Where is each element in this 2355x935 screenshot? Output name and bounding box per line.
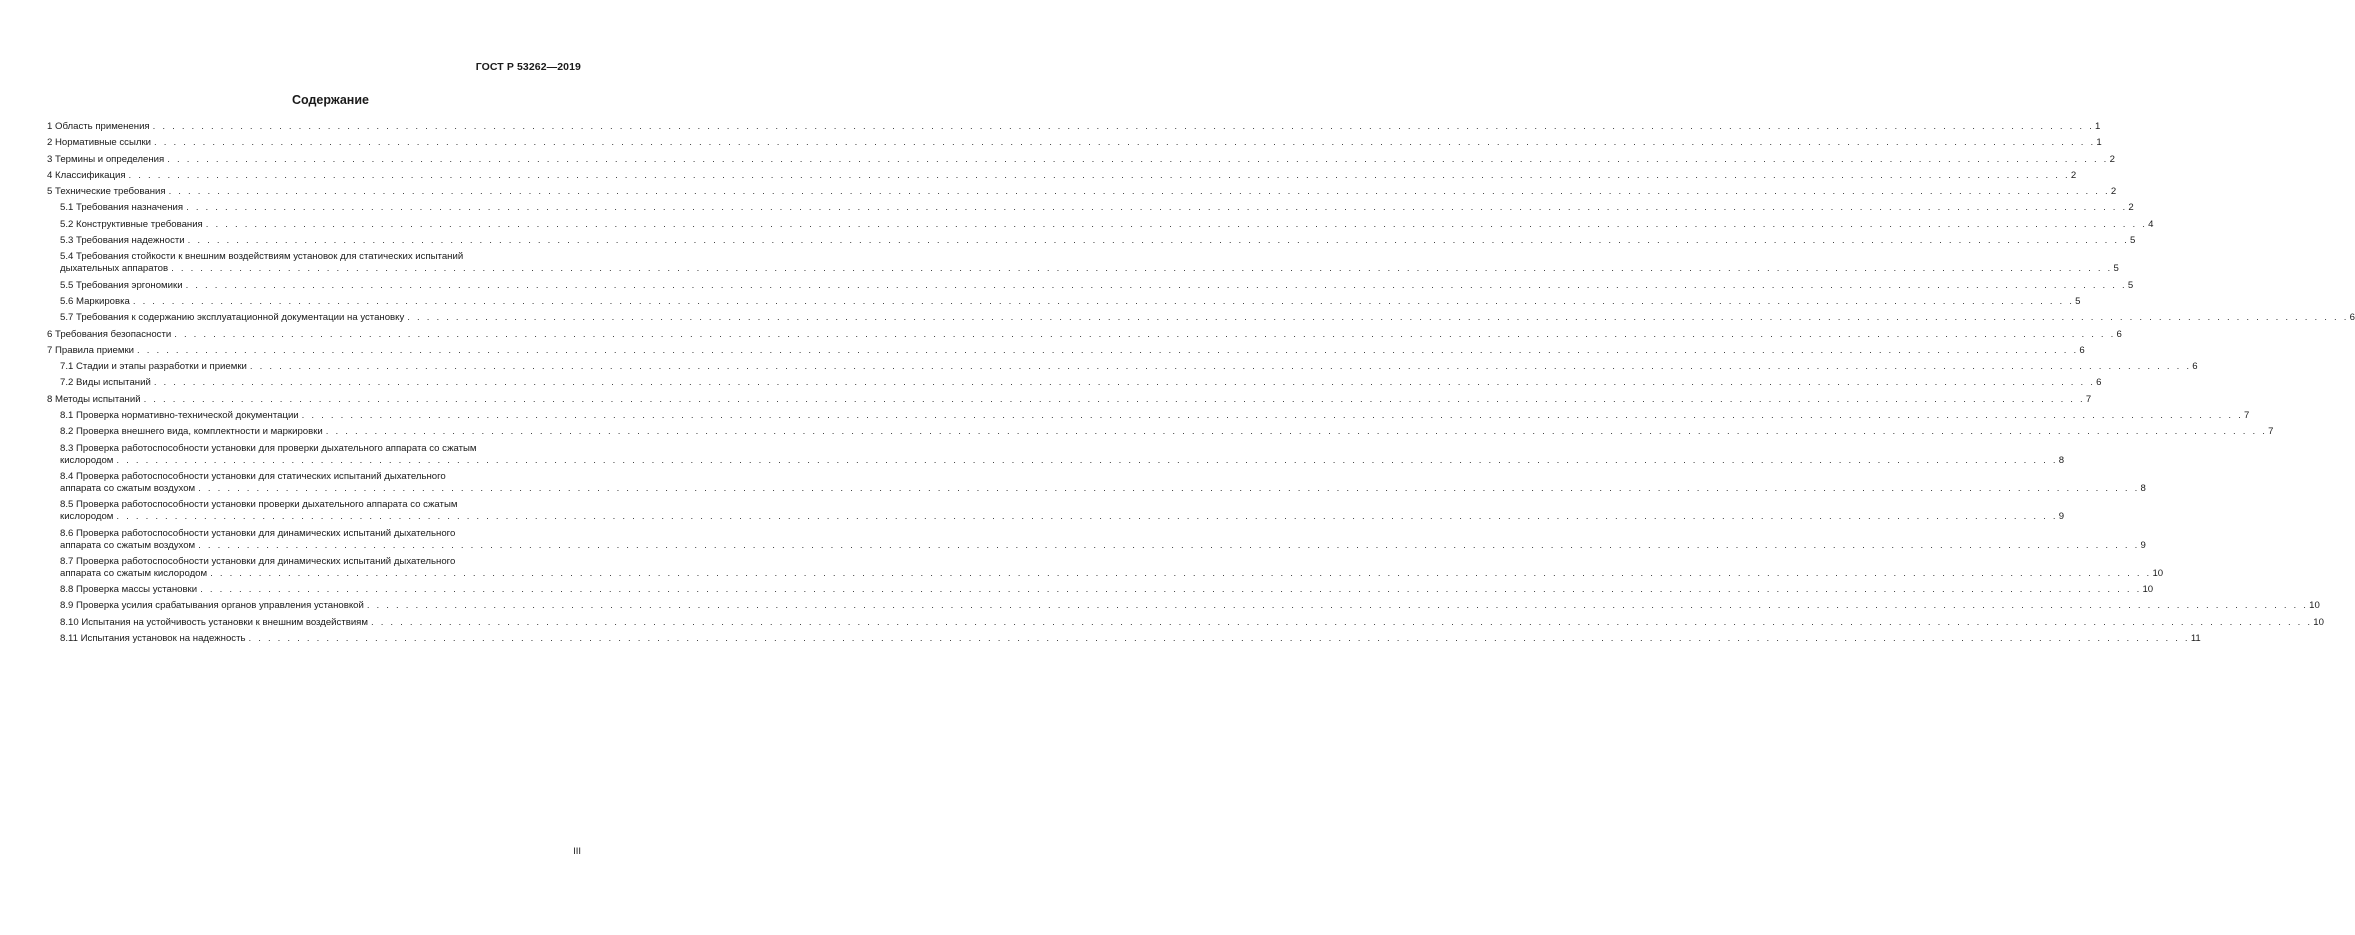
toc-entry[interactable] [47, 169, 2077, 182]
dot-leader: . . . . . . . . . . . . . . . . . . . . . . . . . . . . . . . . . . . . . . . . . . . . . . . . . . . . . . . . . . . . . . . . . . . . . . . . . . . . . . . . . . . . . . . . . . . . . . . . . . . . . . . . . . . . . . . . . . . . . . . . . . . . . . . . . . . . . . . . . . . . . . . . . . . . . . . . . . . . . . . . . . . . . . . . . . . . . . . . . . . . . . . . . . . . . . . . . . . . . . . . [128, 169, 2070, 181]
toc-entry[interactable] [47, 600, 2320, 612]
toc-entry-page: 6 [2192, 361, 2198, 373]
toc-entry-text: 8.10 Испытания на устойчивость установки к внешним воздействиям [60, 616, 368, 628]
toc-entry[interactable] [47, 251, 2119, 275]
toc-entry-page: 6 [2079, 344, 2085, 356]
dot-leader: . . . . . . . . . . . . . . . . . . . . . . . . . . . . . . . . . . . . . . . . . . . . . . . . . . . . . . . . . . . . . . . . . . . . . . . . . . . . . . . . . . . . . . . . . . . . . . . . . . . . . . . . . . . . . . . . . . . . . . . . . . . . . . . . . . . . . . . . . . . . . . . . . . . . . . . . . . . . . . . . . . . . . . . . . . . . . . . . . . . . . . . . . . . . . . . . . . . . . . . . [152, 121, 2094, 132]
toc-entry-page: 10 [2142, 584, 2154, 596]
toc-entry-text: кислородом [60, 511, 114, 523]
toc-entry[interactable] [47, 153, 2115, 166]
toc-entry-page: 7 [2085, 393, 2092, 405]
dot-leader: . . . . . . . . . . . . . . . . . . . . . . . . . . . . . . . . . . . . . . . . . . . . . . . . . . . . . . . . . . . . . . . . . . . . . . . . . . . . . . . . . . . . . . . . . . . . . . . . . . . . . . . . . . . . . . . . . . . . . . . . . . . . . . . . . . . . . . . . . . . . . . . . . . . . . . . . . . . . . . . . . . . . . . . . . . . . . . . . . . . . . . . . . . . . . . . . . . . . . . . . [200, 584, 2142, 596]
toc-entry-text: 5.5 Требования эргономики [60, 279, 183, 291]
dot-leader: . . . . . . . . . . . . . . . . . . . . . . . . . . . . . . . . . . . . . . . . . . . . . . . . . . . . . . . . . . . . . . . . . . . . . . . . . . . . . . . . . . . . . . . . . . . . . . . . . . . . . . . . . . . . . . . . . . . . . . . . . . . . . . . . . . . . . . . . . . . . . . . . . . . . . . . . . . . . . . . . . . . . . . . . . . . . . . . . . . . . . . . . . . . . . . . . . . . . . . . . [116, 454, 2058, 466]
dot-leader: . . . . . . . . . . . . . . . . . . . . . . . . . . . . . . . . . . . . . . . . . . . . . . . . . . . . . . . . . . . . . . . . . . . . . . . . . . . . . . . . . . . . . . . . . . . . . . . . . . . . . . . . . . . . . . . . . . . . . . . . . . . . . . . . . . . . . . . . . . . . . . . . . . . . . . . . . . . . . . . . . . . . . . . . . . . . . . . . . . . . . . . . . . . . . . . . . . . . . . . . [187, 235, 2129, 247]
toc-entry-text: аппарата со сжатым воздухом [60, 539, 196, 551]
toc-entry-text: 4 Классификация [47, 169, 126, 181]
toc-entry-text: 3 Термины и определения [47, 153, 165, 165]
toc-entry-text: 8.9 Проверка усилия срабатывания органов управления установкой [60, 600, 364, 612]
dot-leader: . . . . . . . . . . . . . . . . . . . . . . . . . . . . . . . . . . . . . . . . . . . . . . . . . . . . . . . . . . . . . . . . . . . . . . . . . . . . . . . . . . . . . . . . . . . . . . . . . . . . . . . . . . . . . . . . . . . . . . . . . . . . . . . . . . . . . . . . . . . . . . . . . . . . . . . . . . . . . . . . . . . . . . . . . . . . . . . . . . . . . . . . . . . . . . . . . . . . . . . . [171, 263, 2113, 275]
toc-entry-text: 7.2 Виды испытаний [60, 377, 151, 389]
dot-leader: . . . . . . . . . . . . . . . . . . . . . . . . . . . . . . . . . . . . . . . . . . . . . . . . . . . . . . . . . . . . . . . . . . . . . . . . . . . . . . . . . . . . . . . . . . . . . . . . . . . . . . . . . . . . . . . . . . . . . . . . . . . . . . . . . . . . . . . . . . . . . . . . . . . . . . . . . . . . . . . . . . . . . . . . . . . . . . . . . . . . . . . . . . . . . . . . . . . . . . . . [186, 202, 2128, 214]
toc-entry-page: 5 [2113, 263, 2119, 275]
dot-leader: . . . . . . . . . . . . . . . . . . . . . . . . . . . . . . . . . . . . . . . . . . . . . . . . . . . . . . . . . . . . . . . . . . . . . . . . . . . . . . . . . . . . . . . . . . . . . . . . . . . . . . . . . . . . . . . . . . . . . . . . . . . . . . . . . . . . . . . . . . . . . . . . . . . . . . . . . . . . . . . . . . . . . . . . . . . . . . . . . . . . . . . . . . . . . . . . . . . . . . . . [366, 600, 2309, 612]
toc-entry-text: 8.11 Испытания установок на надежность [60, 633, 246, 645]
toc-entry-text: дыхательных аппаратов [60, 263, 169, 275]
toc-entry-text: аппарата со сжатым кислородом [60, 567, 208, 579]
toc-entry-page: 5 [2129, 235, 2136, 247]
dot-leader: . . . . . . . . . . . . . . . . . . . . . . . . . . . . . . . . . . . . . . . . . . . . . . . . . . . . . . . . . . . . . . . . . . . . . . . . . . . . . . . . . . . . . . . . . . . . . . . . . . . . . . . . . . . . . . . . . . . . . . . . . . . . . . . . . . . . . . . . . . . . . . . . . . . . . . . . . . . . . . . . . . . . . . . . . . . . . . . . . . . . . . . . . . . . . . . . . . . . . . . . [185, 279, 2127, 291]
toc-entry-text: 5 Технические требования [47, 186, 166, 198]
dot-leader: . . . . . . . . . . . . . . . . . . . . . . . . . . . . . . . . . . . . . . . . . . . . . . . . . . . . . . . . . . . . . . . . . . . . . . . . . . . . . . . . . . . . . . . . . . . . . . . . . . . . . . . . . . . . . . . . . . . . . . . . . . . . . . . . . . . . . . . . . . . . . . . . . . . . . . . . . . . . . . . . . . . . . . . . . . . . . . . . . . . . . . . . . . . . . . . . . . . . . . . . [143, 393, 2085, 405]
toc-entry[interactable] [47, 137, 2102, 149]
toc-entry[interactable] [47, 393, 2092, 406]
toc-entry-text: 8.8 Проверка массы установки [60, 584, 198, 596]
toc-entry[interactable] [47, 410, 2250, 422]
toc-entry-page: 11 [2190, 633, 2201, 645]
toc-entry[interactable] [47, 361, 2198, 373]
toc-entry-text: 1 Область применения [47, 121, 150, 132]
dot-leader: . . . . . . . . . . . . . . . . . . . . . . . . . . . . . . . . . . . . . . . . . . . . . . . . . . . . . . . . . . . . . . . . . . . . . . . . . . . . . . . . . . . . . . . . . . . . . . . . . . . . . . . . . . . . . . . . . . . . . . . . . . . . . . . . . . . . . . . . . . . . . . . . . . . . . . . . . . . . . . . . . . . . . . . . . . . . . . . . . . . . . . . . . . . . . . . . . . . . . . . . [210, 567, 2152, 579]
dot-leader: . . . . . . . . . . . . . . . . . . . . . . . . . . . . . . . . . . . . . . . . . . . . . . . . . . . . . . . . . . . . . . . . . . . . . . . . . . . . . . . . . . . . . . . . . . . . . . . . . . . . . . . . . . . . . . . . . . . . . . . . . . . . . . . . . . . . . . . . . . . . . . . . . . . . . . . . . . . . . . . . . . . . . . . . . . . . . . . . . . . . . . . . . . . . . . . . . . . . . . . . [168, 186, 2110, 198]
toc-entry[interactable] [47, 295, 2081, 308]
dot-leader: . . . . . . . . . . . . . . . . . . . . . . . . . . . . . . . . . . . . . . . . . . . . . . . . . . . . . . . . . . . . . . . . . . . . . . . . . . . . . . . . . . . . . . . . . . . . . . . . . . . . . . . . . . . . . . . . . . . . . . . . . . . . . . . . . . . . . . . . . . . . . . . . . . . . . . . . . . . . . . . . . . . . . . . . . . . . . . . . . . . . . . . . . . . . . . . . . . . . . . . . [137, 344, 2079, 356]
toc-entry-page: 8 [2058, 454, 2065, 466]
dot-leader: . . . . . . . . . . . . . . . . . . . . . . . . . . . . . . . . . . . . . . . . . . . . . . . . . . . . . . . . . . . . . . . . . . . . . . . . . . . . . . . . . . . . . . . . . . . . . . . . . . . . . . . . . . . . . . . . . . . . . . . . . . . . . . . . . . . . . . . . . . . . . . . . . . . . . . . . . . . . . . . . . . . . . . . . . . . . . . . . . . . . . . . . . . . . . . . . . . . . . . . . [198, 539, 2140, 551]
document-code: ГОСТ Р 53262—2019 [475, 61, 581, 73]
toc-entry-page: 10 [2309, 600, 2320, 612]
toc-entry-page: 10 [2152, 567, 2164, 579]
toc-entry-text: 5.2 Конструктивные требования [60, 218, 203, 230]
toc-entry-page: 5 [2075, 295, 2081, 307]
toc-entry-page: 7 [2268, 426, 2274, 438]
toc-entry-page: 6 [2349, 312, 2355, 324]
toc-entry-page: 2 [2109, 153, 2115, 165]
toc-entry-text: 2 Нормативные ссылки [47, 137, 152, 149]
toc-entry-text-line1: 8.3 Проверка работоспособности установки для проверки дыхательного аппарата со сжатым [60, 442, 477, 454]
toc-entry-text: 5.1 Требования назначения [60, 202, 184, 214]
toc-entry-page: 7 [2244, 410, 2250, 422]
toc-entry[interactable] [47, 555, 2164, 580]
dot-leader: . . . . . . . . . . . . . . . . . . . . . . . . . . . . . . . . . . . . . . . . . . . . . . . . . . . . . . . . . . . . . . . . . . . . . . . . . . . . . . . . . . . . . . . . . . . . . . . . . . . . . . . . . . . . . . . . . . . . . . . . . . . . . . . . . . . . . . . . . . . . . . . . . . . . . . . . . . . . . . . . . . . . . . . . . . . . . . . . . . . . . . . . . . . . . . . . . . . . . . . . [153, 377, 2096, 389]
toc-entry-text: 8.2 Проверка внешнего вида, комплектности и маркировки [60, 426, 323, 438]
toc-entry[interactable] [47, 218, 2154, 231]
dot-leader: . . . . . . . . . . . . . . . . . . . . . . . . . . . . . . . . . . . . . . . . . . . . . . . . . . . . . . . . . . . . . . . . . . . . . . . . . . . . . . . . . . . . . . . . . . . . . . . . . . . . . . . . . . . . . . . . . . . . . . . . . . . . . . . . . . . . . . . . . . . . . . . . . . . . . . . . . . . . . . . . . . . . . . . . . . . . . . . . . . . . . . . . . . . . . . . . . . . . . . . . [154, 137, 2096, 149]
toc-entry[interactable] [47, 279, 2134, 292]
page-number: III [573, 846, 581, 857]
dot-leader: . . . . . . . . . . . . . . . . . . . . . . . . . . . . . . . . . . . . . . . . . . . . . . . . . . . . . . . . . . . . . . . . . . . . . . . . . . . . . . . . . . . . . . . . . . . . . . . . . . . . . . . . . . . . . . . . . . . . . . . . . . . . . . . . . . . . . . . . . . . . . . . . . . . . . . . . . . . . . . . . . . . . . . . . . . . . . . . . . . . . . . . . . . . . . . . . . . . . . . . . [370, 616, 2313, 628]
toc-entry-text: 6 Требования безопасности [47, 328, 172, 340]
toc-entry[interactable] [47, 377, 2102, 389]
toc-entry[interactable] [47, 426, 2274, 438]
toc-entry-text: 8 Методы испытаний [47, 393, 141, 405]
toc-entry-page: 6 [2096, 377, 2102, 389]
toc-entry[interactable] [47, 616, 2324, 629]
toc-entry-text: 8.1 Проверка нормативно-технической документации [60, 410, 299, 422]
toc-entry-page: 1 [2096, 137, 2102, 149]
toc-entry[interactable] [47, 235, 2136, 247]
dot-leader: . . . . . . . . . . . . . . . . . . . . . . . . . . . . . . . . . . . . . . . . . . . . . . . . . . . . . . . . . . . . . . . . . . . . . . . . . . . . . . . . . . . . . . . . . . . . . . . . . . . . . . . . . . . . . . . . . . . . . . . . . . . . . . . . . . . . . . . . . . . . . . . . . . . . . . . . . . . . . . . . . . . . . . . . . . . . . . . . . . . . . . . . . . . . . . . . . . . . . . . . [407, 312, 2349, 324]
toc-entry-page: 6 [2116, 328, 2122, 340]
toc-entry[interactable] [47, 202, 2134, 214]
toc-entry-text: кислородом [60, 454, 114, 466]
toc-entry-page: 4 [2148, 218, 2154, 230]
toc-entry-page: 2 [2128, 202, 2134, 214]
table-of-contents [47, 121, 2355, 649]
toc-entry-page: 8 [2140, 482, 2146, 494]
toc-entry-text-line1: 5.4 Требования стойкости к внешним воздействиям установок для статических испытаний [60, 251, 464, 263]
toc-entry-text: 7 Правила приемки [47, 344, 134, 356]
toc-entry[interactable] [47, 584, 2154, 596]
dot-leader: . . . . . . . . . . . . . . . . . . . . . . . . . . . . . . . . . . . . . . . . . . . . . . . . . . . . . . . . . . . . . . . . . . . . . . . . . . . . . . . . . . . . . . . . . . . . . . . . . . . . . . . . . . . . . . . . . . . . . . . . . . . . . . . . . . . . . . . . . . . . . . . . . . . . . . . . . . . . . . . . . . . . . . . . . . . . . . . . . . . . . . . . . . . . . . . . . . . . . . . . [205, 218, 2148, 230]
dot-leader: . . . . . . . . . . . . . . . . . . . . . . . . . . . . . . . . . . . . . . . . . . . . . . . . . . . . . . . . . . . . . . . . . . . . . . . . . . . . . . . . . . . . . . . . . . . . . . . . . . . . . . . . . . . . . . . . . . . . . . . . . . . . . . . . . . . . . . . . . . . . . . . . . . . . . . . . . . . . . . . . . . . . . . . . . . . . . . . . . . . . . . . . . . . . . . . . . . . . . . . . [174, 328, 2116, 340]
toc-entry-page: 9 [2140, 539, 2146, 551]
toc-entry-text-line1: 8.6 Проверка работоспособности установки для динамических испытаний дыхательного [60, 527, 456, 539]
dot-leader: . . . . . . . . . . . . . . . . . . . . . . . . . . . . . . . . . . . . . . . . . . . . . . . . . . . . . . . . . . . . . . . . . . . . . . . . . . . . . . . . . . . . . . . . . . . . . . . . . . . . . . . . . . . . . . . . . . . . . . . . . . . . . . . . . . . . . . . . . . . . . . . . . . . . . . . . . . . . . . . . . . . . . . . . . . . . . . . . . . . . . . . . . . . . . . . . . . . . . . . . [167, 153, 2109, 165]
dot-leader: . . . . . . . . . . . . . . . . . . . . . . . . . . . . . . . . . . . . . . . . . . . . . . . . . . . . . . . . . . . . . . . . . . . . . . . . . . . . . . . . . . . . . . . . . . . . . . . . . . . . . . . . . . . . . . . . . . . . . . . . . . . . . . . . . . . . . . . . . . . . . . . . . . . . . . . . . . . . . . . . . . . . . . . . . . . . . . . . . . . . . . . . . . . . . . . . . . . . . . . . [132, 295, 2075, 307]
toc-entry-text: аппарата со сжатым воздухом [60, 482, 196, 494]
dot-leader: . . . . . . . . . . . . . . . . . . . . . . . . . . . . . . . . . . . . . . . . . . . . . . . . . . . . . . . . . . . . . . . . . . . . . . . . . . . . . . . . . . . . . . . . . . . . . . . . . . . . . . . . . . . . . . . . . . . . . . . . . . . . . . . . . . . . . . . . . . . . . . . . . . . . . . . . . . . . . . . . . . . . . . . . . . . . . . . . . . . . . . . . . . . . . . . . . . . . . . . . [301, 410, 2243, 422]
toc-title: Содержание [291, 93, 369, 107]
dot-leader: . . . . . . . . . . . . . . . . . . . . . . . . . . . . . . . . . . . . . . . . . . . . . . . . . . . . . . . . . . . . . . . . . . . . . . . . . . . . . . . . . . . . . . . . . . . . . . . . . . . . . . . . . . . . . . . . . . . . . . . . . . . . . . . . . . . . . . . . . . . . . . . . . . . . . . . . . . . . . . . . . . . . . . . . . . . . . . . . . . . . . . . . . . . . . . . . . . . . . . . . [248, 633, 2190, 645]
toc-entry[interactable] [47, 344, 2085, 357]
toc-entry-text-line1: 8.4 Проверка работоспособности установки для статических испытаний дыхательного [60, 470, 446, 482]
toc-entry[interactable] [47, 499, 2065, 523]
toc-entry-text: 5.6 Маркировка [60, 295, 130, 307]
toc-entry-text: 7.1 Стадии и этапы разработки и приемки [60, 361, 247, 373]
toc-entry-text-line1: 8.5 Проверка работоспособности установки проверки дыхательного аппарата со сжатым [60, 499, 458, 511]
toc-entry[interactable] [47, 186, 2117, 198]
toc-entry-text: 5.3 Требования надежности [60, 235, 185, 247]
dot-leader: . . . . . . . . . . . . . . . . . . . . . . . . . . . . . . . . . . . . . . . . . . . . . . . . . . . . . . . . . . . . . . . . . . . . . . . . . . . . . . . . . . . . . . . . . . . . . . . . . . . . . . . . . . . . . . . . . . . . . . . . . . . . . . . . . . . . . . . . . . . . . . . . . . . . . . . . . . . . . . . . . . . . . . . . . . . . . . . . . . . . . . . . . . . . . . . . . . . . . . . . [325, 426, 2268, 438]
toc-entry-page: 2 [2110, 186, 2117, 198]
toc-entry[interactable] [47, 121, 2101, 133]
toc-entry-text: 5.7 Требования к содержанию эксплуатационной документации на установку [60, 312, 405, 324]
toc-entry[interactable] [47, 470, 2146, 495]
toc-entry-text-line1: 8.7 Проверка работоспособности установки для динамических испытаний дыхательного [60, 555, 456, 567]
dot-leader: . . . . . . . . . . . . . . . . . . . . . . . . . . . . . . . . . . . . . . . . . . . . . . . . . . . . . . . . . . . . . . . . . . . . . . . . . . . . . . . . . . . . . . . . . . . . . . . . . . . . . . . . . . . . . . . . . . . . . . . . . . . . . . . . . . . . . . . . . . . . . . . . . . . . . . . . . . . . . . . . . . . . . . . . . . . . . . . . . . . . . . . . . . . . . . . . . . . . . . . . [249, 361, 2192, 373]
toc-entry[interactable] [47, 312, 2355, 324]
toc-entry[interactable] [47, 442, 2065, 467]
toc-entry[interactable] [47, 328, 2122, 341]
toc-entry-page: 1 [2094, 121, 2101, 132]
toc-entry-page: 10 [2313, 616, 2324, 628]
toc-entry-page: 9 [2058, 511, 2065, 523]
toc-entry[interactable] [47, 527, 2146, 552]
dot-leader: . . . . . . . . . . . . . . . . . . . . . . . . . . . . . . . . . . . . . . . . . . . . . . . . . . . . . . . . . . . . . . . . . . . . . . . . . . . . . . . . . . . . . . . . . . . . . . . . . . . . . . . . . . . . . . . . . . . . . . . . . . . . . . . . . . . . . . . . . . . . . . . . . . . . . . . . . . . . . . . . . . . . . . . . . . . . . . . . . . . . . . . . . . . . . . . . . . . . . . . . [198, 482, 2140, 494]
dot-leader: . . . . . . . . . . . . . . . . . . . . . . . . . . . . . . . . . . . . . . . . . . . . . . . . . . . . . . . . . . . . . . . . . . . . . . . . . . . . . . . . . . . . . . . . . . . . . . . . . . . . . . . . . . . . . . . . . . . . . . . . . . . . . . . . . . . . . . . . . . . . . . . . . . . . . . . . . . . . . . . . . . . . . . . . . . . . . . . . . . . . . . . . . . . . . . . . . . . . . . . . [116, 511, 2058, 523]
toc-entry[interactable] [47, 633, 2201, 645]
toc-entry-page: 5 [2127, 279, 2134, 291]
toc-entry-page: 2 [2070, 169, 2077, 181]
